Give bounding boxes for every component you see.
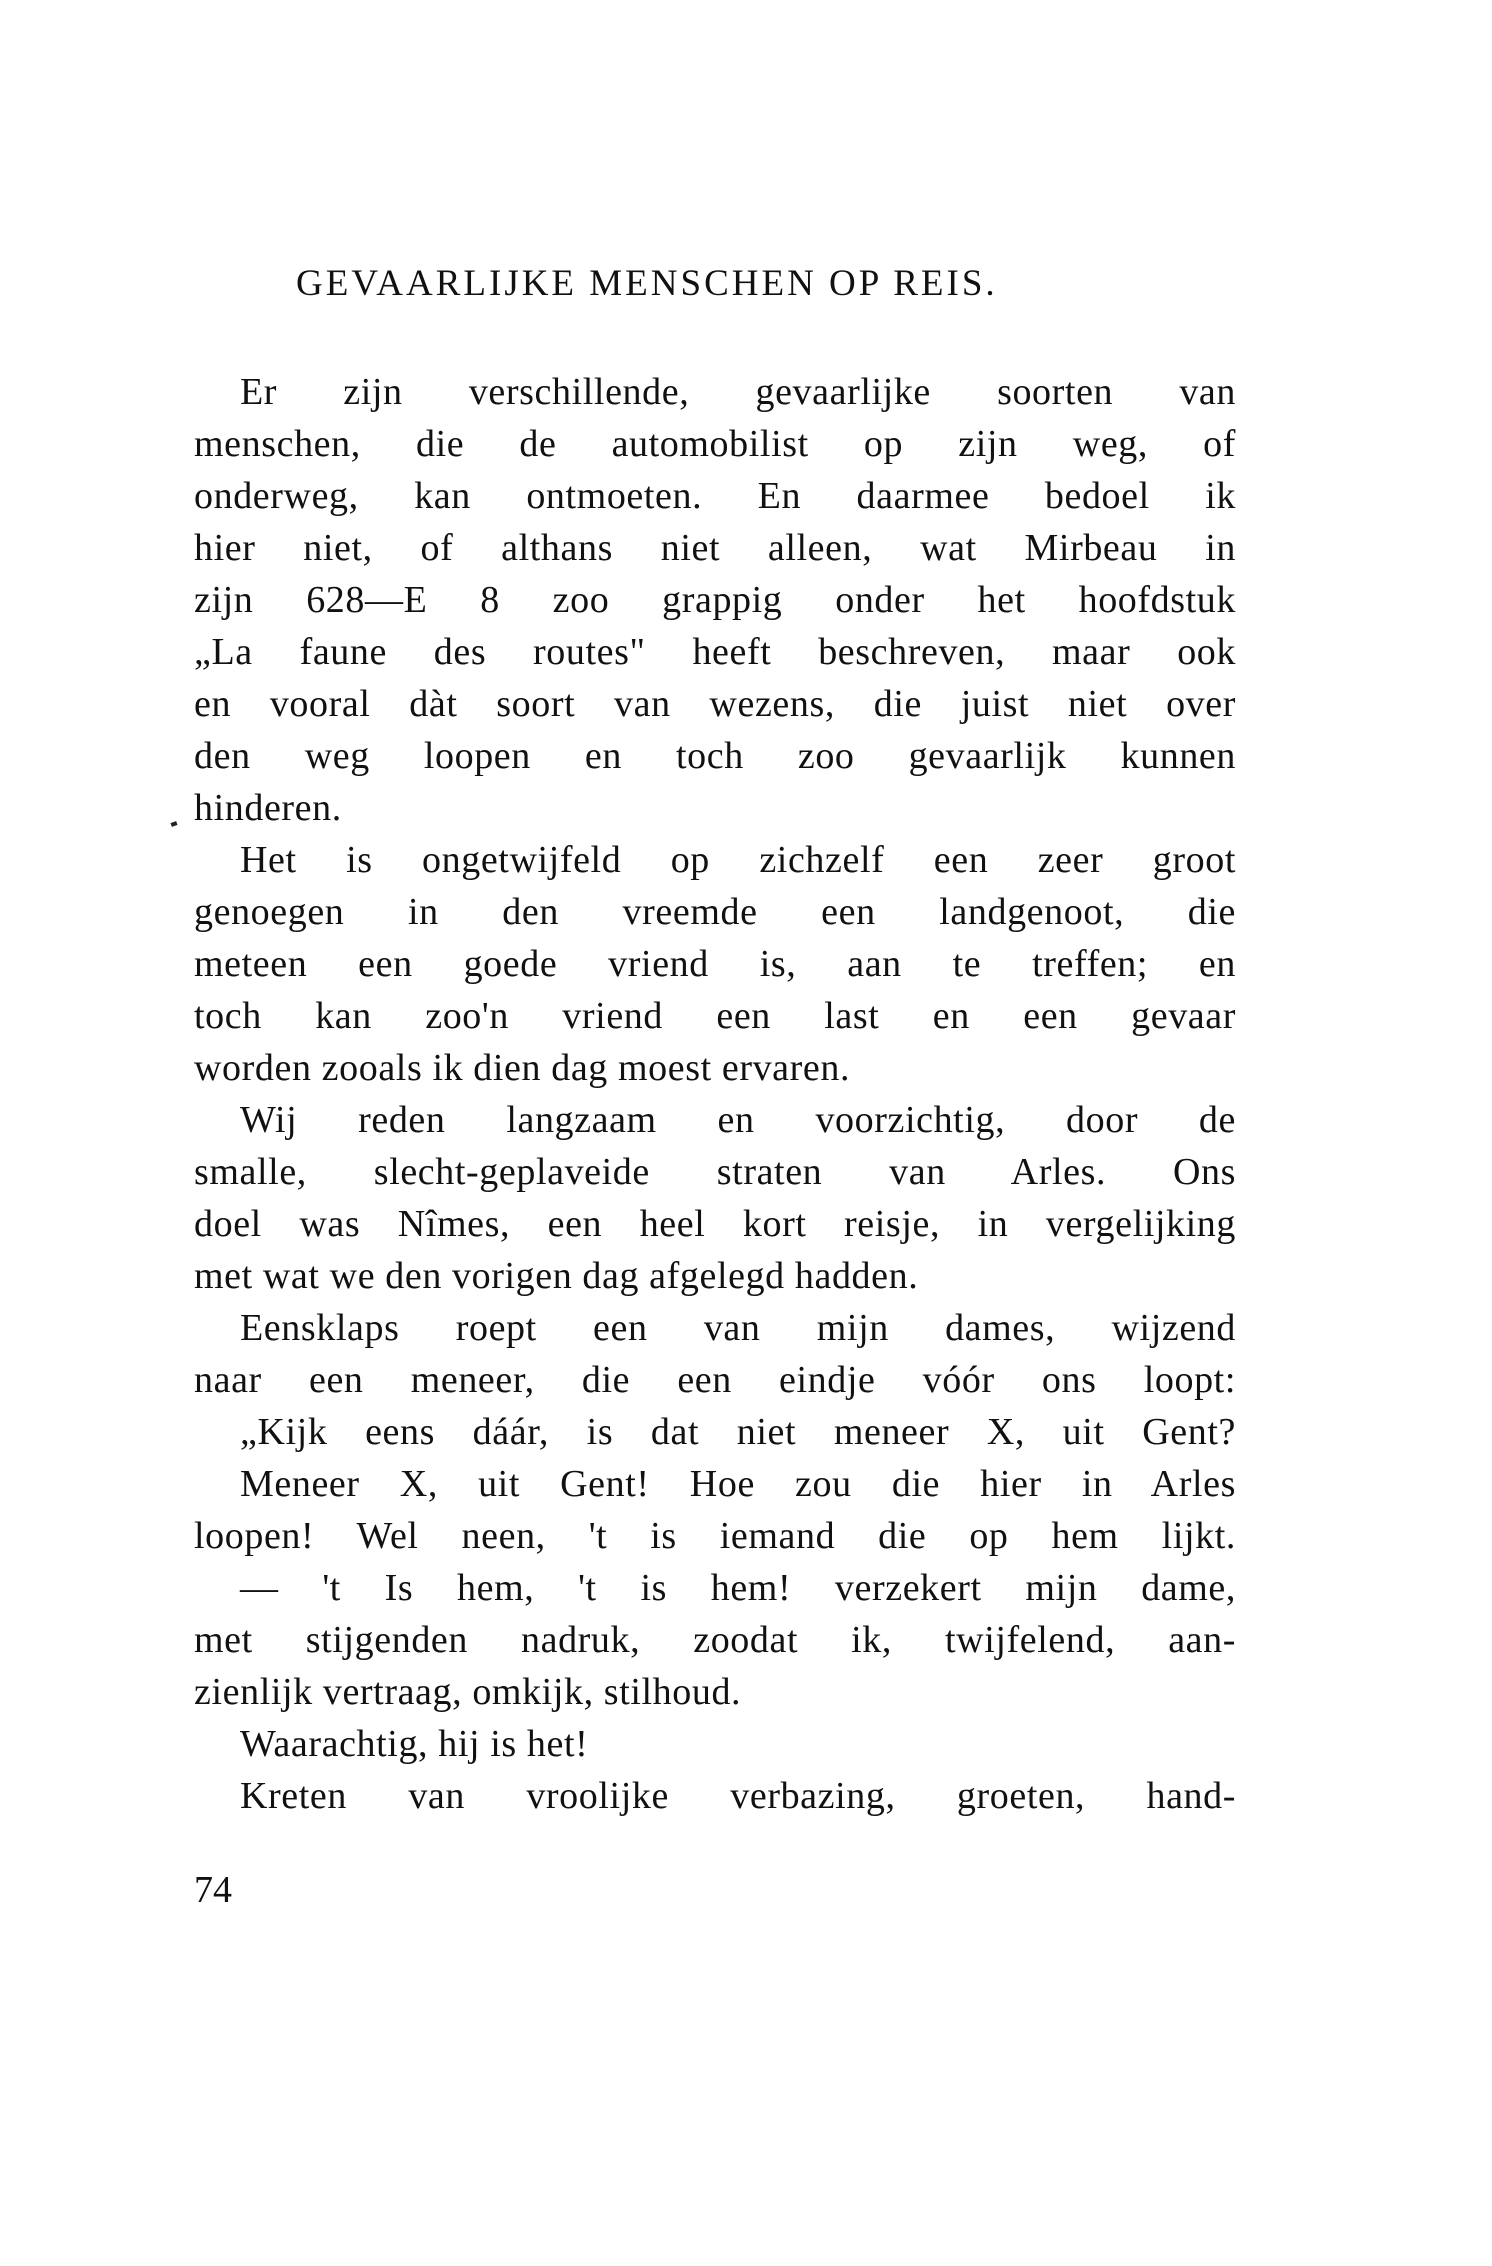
text-line: Waarachtig, hij is het! xyxy=(240,1723,589,1765)
text-line: met stijgenden nadruk, zoodat ik, twijfelend, aan- xyxy=(194,1619,1236,1661)
text-line: Er zijn verschillende, gevaarlijke soorten van xyxy=(240,371,1236,413)
text-line: Kreten van vroolijke verbazing, groeten, hand- xyxy=(240,1775,1236,1817)
text-line: „Kijk eens dáár, is dat niet meneer X, uit Gent? xyxy=(240,1411,1236,1453)
text-line: genoegen in den vreemde een landgenoot, die xyxy=(194,891,1236,933)
text-line: toch kan zoo'n vriend een last en een gevaar xyxy=(194,995,1236,1037)
chapter-title: GEVAARLIJKE MENSCHEN OP REIS. xyxy=(296,263,998,304)
text-line: meteen een goede vriend is, aan te treffen; en xyxy=(194,943,1236,985)
text-line: hinderen. xyxy=(194,787,342,829)
text-line: „La faune des routes" heeft beschreven, maar ook xyxy=(194,631,1236,673)
text-line: hier niet, of althans niet alleen, wat Mirbeau in xyxy=(194,527,1236,569)
print-speck xyxy=(170,821,177,827)
text-line: onderweg, kan ontmoeten. En daarmee bedoel ik xyxy=(194,475,1236,517)
text-line: Wij reden langzaam en voorzichtig, door de xyxy=(240,1099,1236,1141)
text-line: Het is ongetwijfeld op zichzelf een zeer groot xyxy=(240,839,1236,881)
text-line: worden zooals ik dien dag moest ervaren. xyxy=(194,1047,851,1089)
text-line: zijn 628—E 8 zoo grappig onder het hoofdstuk xyxy=(194,579,1236,621)
text-line: loopen! Wel neen, 't is iemand die op hem lijkt. xyxy=(194,1515,1236,1557)
body-text xyxy=(194,366,1236,1822)
text-line: zienlijk vertraag, omkijk, stilhoud. xyxy=(194,1671,742,1713)
text-line: naar een meneer, die een eindje vóór ons loopt: xyxy=(194,1359,1236,1401)
text-line: Meneer X, uit Gent! Hoe zou die hier in Arles xyxy=(240,1463,1236,1505)
page-number: 74 xyxy=(194,1869,232,1911)
text-line: smalle, slecht-geplaveide straten van Arles. Ons xyxy=(194,1151,1236,1193)
text-line: Eensklaps roept een van mijn dames, wijzend xyxy=(240,1307,1236,1349)
text-line: menschen, die de automobilist op zijn weg, of xyxy=(194,423,1236,465)
text-line: den weg loopen en toch zoo gevaarlijk kunnen xyxy=(194,735,1236,777)
text-line: en vooral dàt soort van wezens, die juist niet over xyxy=(194,683,1236,725)
text-line: doel was Nîmes, een heel kort reisje, in vergelijking xyxy=(194,1203,1236,1245)
text-line: — 't Is hem, 't is hem! verzekert mijn dame, xyxy=(240,1567,1236,1609)
text-line: met wat we den vorigen dag afgelegd hadden. xyxy=(194,1255,919,1297)
